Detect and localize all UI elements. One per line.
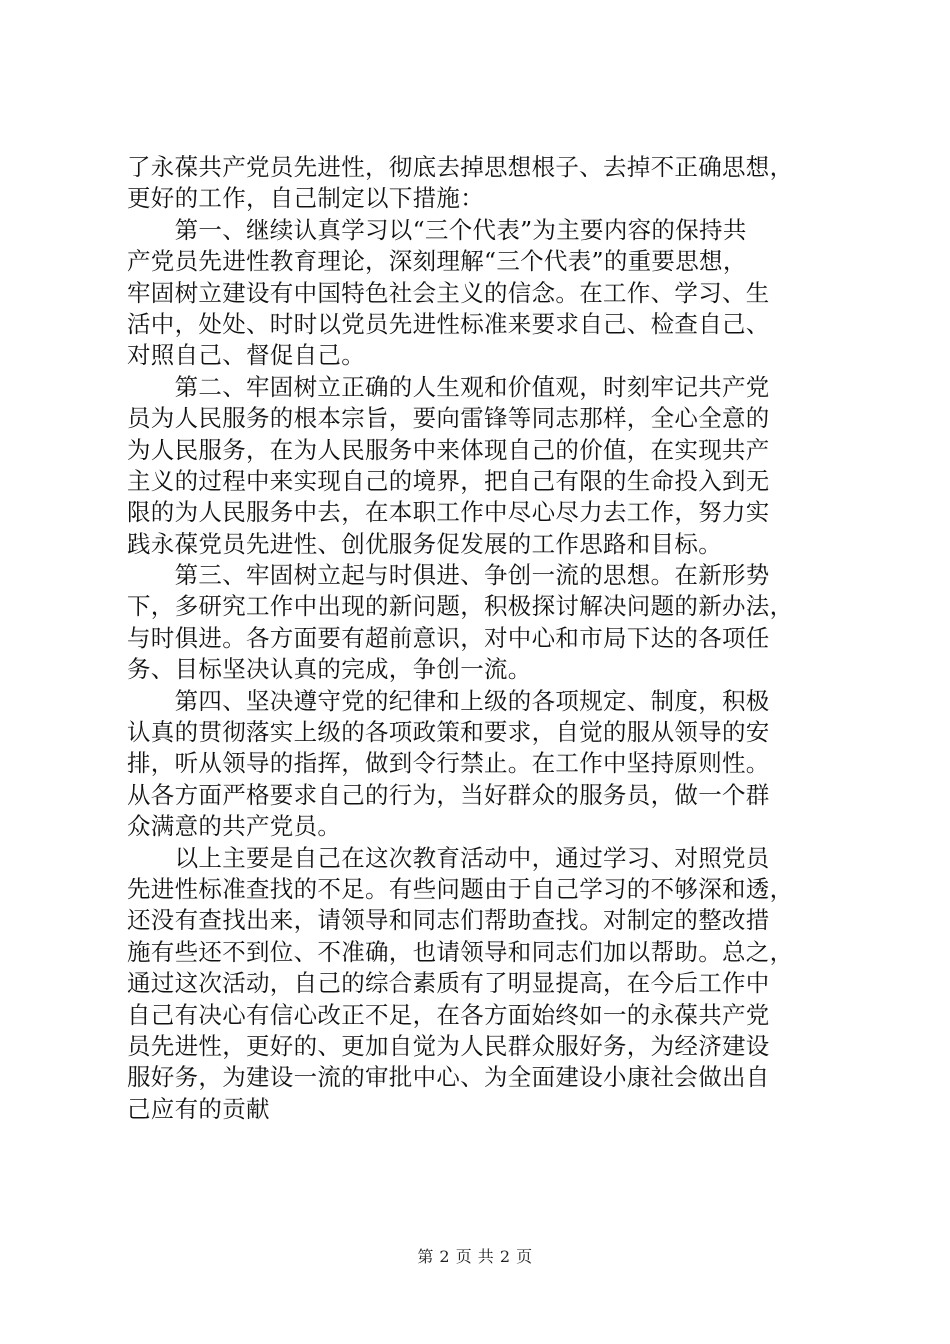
text-line: 主义的过程中来实现自己的境界，把自己有限的生命投入到无	[127, 466, 770, 495]
text-line: 产党员先进性教育理论，深刻理解“三个代表”的重要思想，	[127, 247, 747, 276]
text-line: 践永葆党员先进性、创优服务促发展的工作思路和目标。	[127, 529, 722, 558]
text-line: 先进性标准查找的不足。有些问题由于自己学习的不够深和透，	[127, 874, 794, 903]
text-line: 第四、坚决遵守党的纪律和上级的各项规定、制度，积极	[127, 686, 770, 715]
text-line: 对照自己、督促自己。	[127, 341, 365, 370]
text-line: 服好务，为建设一流的审批中心、为全面建设小康社会做出自	[127, 1063, 770, 1092]
text-line: 活中，处处、时时以党员先进性标准来要求自己、检查自己、	[127, 309, 770, 338]
text-line: 员为人民服务的根本宗旨，要向雷锋等同志那样，全心全意的	[127, 404, 770, 433]
text-line: 员先进性，更好的、更加自觉为人民群众服好务，为经济建设	[127, 1031, 770, 1060]
text-line: 第二、牢固树立正确的人生观和价值观，时刻牢记共产党	[127, 372, 770, 401]
text-line: 己应有的贡献	[127, 1094, 270, 1123]
text-line: 自己有决心有信心改正不足，在各方面始终如一的永葆共产党	[127, 1000, 770, 1029]
text-line: 排，听从领导的指挥，做到令行禁止。在工作中坚持原则性。	[127, 749, 770, 778]
text-line: 务、目标坚决认真的完成，争创一流。	[127, 655, 532, 684]
text-line: 以上主要是自己在这次教育活动中，通过学习、对照党员	[127, 843, 770, 872]
text-line: 牢固树立建设有中国特色社会主义的信念。在工作、学习、生	[127, 278, 770, 307]
text-line: 施有些还不到位、不准确，也请领导和同志们加以帮助。总之，	[127, 937, 794, 966]
text-line: 了永葆共产党员先进性，彻底去掉思想根子、去掉不正确思想，	[127, 153, 794, 181]
text-line: 为人民服务，在为人民服务中来体现自己的价值，在实现共产	[127, 435, 770, 464]
text-line: 众满意的共产党员。	[127, 812, 342, 841]
text-line: 下，多研究工作中出现的新问题，积极探讨解决问题的新办法，	[127, 592, 794, 621]
text-line: 认真的贯彻落实上级的各项政策和要求，自觉的服从领导的安	[127, 718, 770, 747]
text-line: 第一、继续认真学习以“三个代表”为主要内容的保持共	[127, 215, 747, 244]
text-line: 第三、牢固树立起与时俱进、争创一流的思想。在新形势	[127, 561, 770, 590]
text-line: 更好的工作，自己制定以下措施：	[127, 184, 484, 213]
text-line: 与时俱进。各方面要有超前意识，对中心和市局下达的各项任	[127, 623, 770, 652]
text-line: 限的为人民服务中去，在本职工作中尽心尽力去工作，努力实	[127, 498, 770, 527]
text-line: 从各方面严格要求自己的行为，当好群众的服务员，做一个群	[127, 780, 770, 809]
text-line: 通过这次活动，自己的综合素质有了明显提高，在今后工作中	[127, 969, 770, 998]
document-body	[127, 152, 827, 1125]
page-number-footer: 第 2 页 共 2 页	[417, 1247, 533, 1266]
text-line: 还没有查找出来，请领导和同志们帮助查找。对制定的整改措	[127, 906, 770, 935]
